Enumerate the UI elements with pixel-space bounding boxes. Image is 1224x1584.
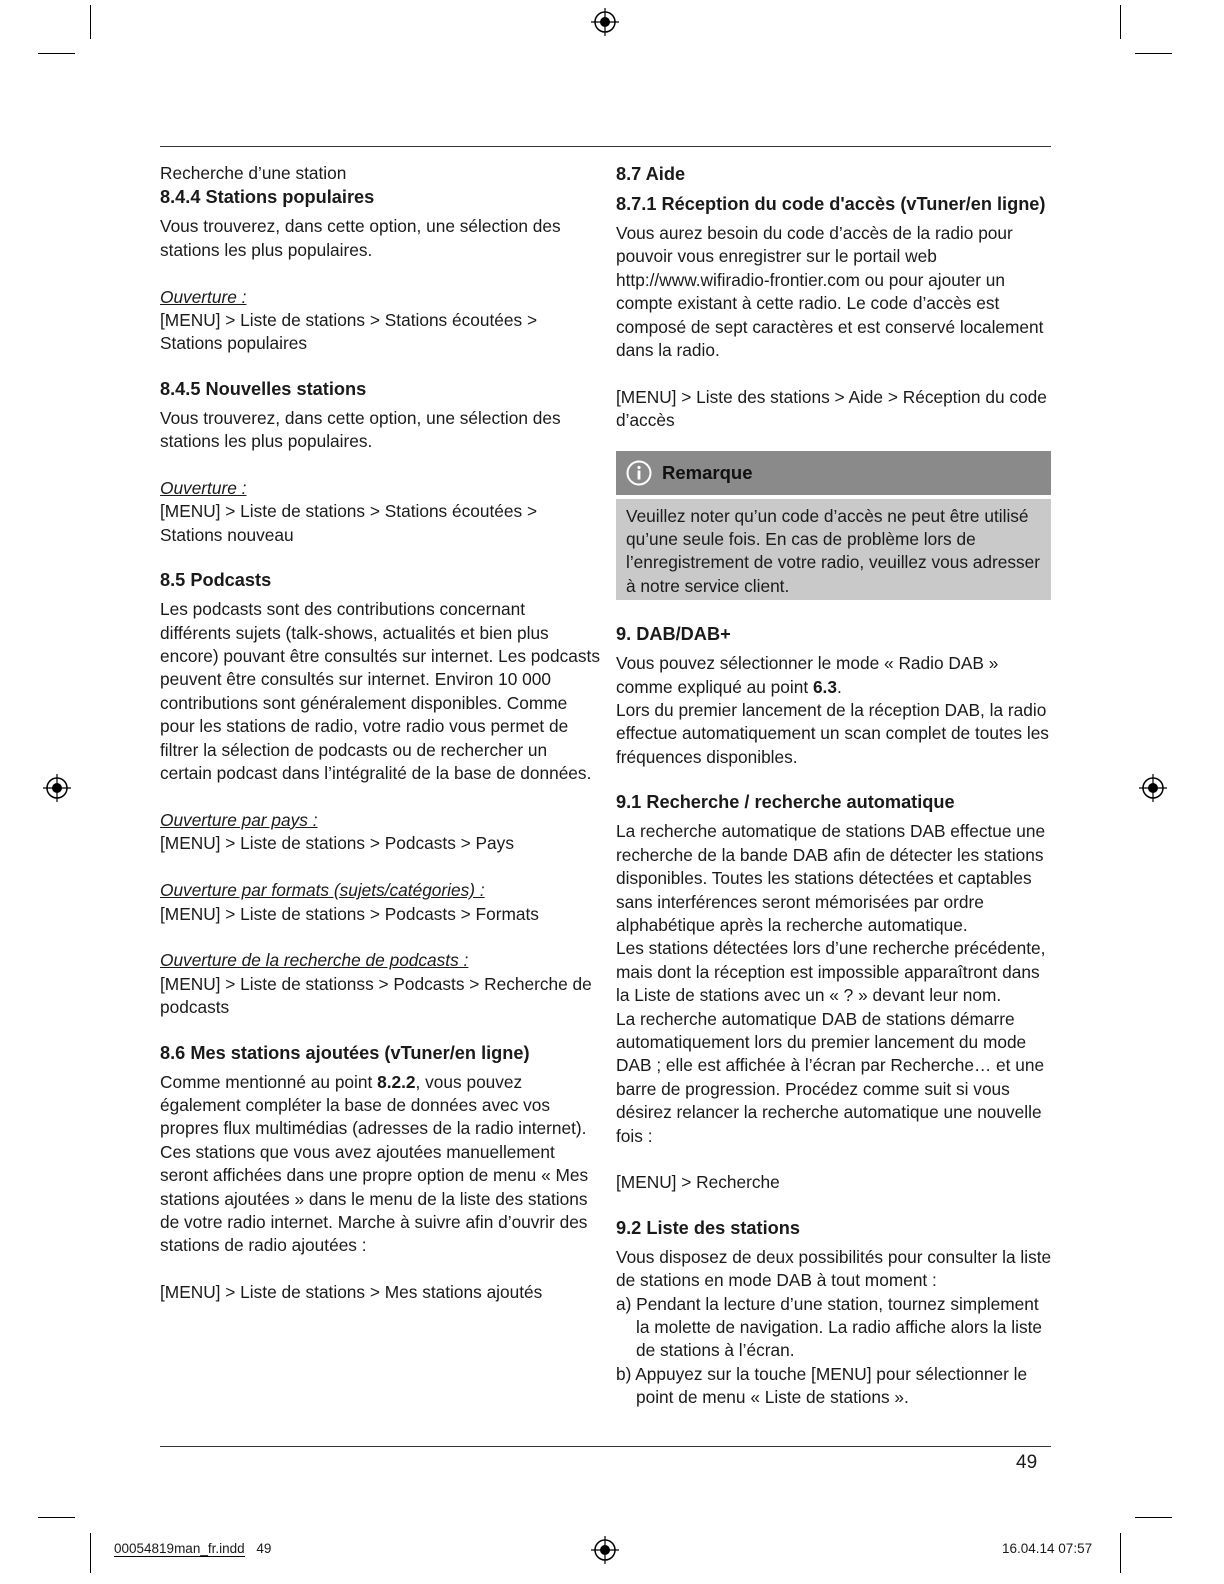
registration-mark-icon — [591, 8, 619, 36]
section-heading-8-4-5: 8.4.5 Nouvelles stations — [160, 378, 367, 399]
list-item: a) Pendant la lecture d’une station, tournez simplement la molette de navigation. La radio affiche alors la liste de stations à l’écran. — [616, 1293, 1043, 1361]
body-text: Vous trouverez, dans cette option, une sélection des stations les plus populaires. — [160, 407, 561, 452]
footer-rule — [160, 1446, 1051, 1447]
registration-mark-icon — [591, 1536, 619, 1564]
body-text: Vous pouvez sélectionner le mode « Radio DAB » comme expliqué au point 6.3. — [616, 653, 999, 697]
ouverture-label: Ouverture : — [160, 478, 247, 499]
crop-mark — [1120, 1533, 1121, 1573]
options-list — [616, 1293, 1056, 1410]
section-heading-8-6: 8.6 Mes stations ajoutées (vTuner/en ligne) — [160, 1042, 530, 1063]
ouverture-par-pays-label: Ouverture par pays : — [160, 809, 318, 830]
note-box — [616, 451, 1051, 601]
body-text: Vous trouverez, dans cette option, une sélection des stations les plus populaires. — [160, 216, 561, 260]
menu-path: [MENU] > Liste de stations > Stations écoutées > Stations nouveau — [160, 501, 538, 545]
section-heading-9-2: 9.2 Liste des stations — [616, 1217, 800, 1238]
page-number: 49 — [1016, 1452, 1038, 1473]
body-text: La recherche automatique DAB de stations démarre automatiquement lors du premier lancement du mode DAB ; elle est affichée à l’écran par Recherche… et une barre de progression. Procédez comme suit si vous désirez relancer la recherche automatique une nouvelle fois : — [616, 1008, 1045, 1146]
slug-file-name: 00054819man_fr.indd — [114, 1541, 245, 1556]
slug-date-time: 16.04.14 07:57 — [1002, 1541, 1093, 1556]
registration-mark-icon — [43, 774, 71, 802]
slug-file-info — [114, 1541, 271, 1556]
body-text: Vous aurez besoin du code d’accès de la radio pour pouvoir vous enregistrer sur le portail web http://www.wifiradio-frontier.com ou pour ajouter un compte existant à cette radio. Le code d’accès est composé de sept caractères et est conservé localement dans la radio. — [616, 223, 1044, 361]
crop-mark — [38, 53, 75, 54]
right-column — [616, 162, 1056, 1410]
ouverture-label: Ouverture : — [160, 286, 247, 307]
menu-path: [MENU] > Liste de stations > Mes stations ajoutés — [160, 1282, 543, 1303]
registration-mark-icon — [1139, 774, 1167, 802]
section-heading-8-7: 8.7 Aide — [616, 164, 686, 184]
info-icon — [626, 460, 652, 486]
list-item: b) Appuyez sur la touche [MENU] pour sélectionner le point de menu « Liste de stations ». — [616, 1363, 1028, 1408]
note-text: Veuillez noter qu’un code d’accès ne peut être utilisé qu’une seule fois. En cas de problème lors de l’enregistrement de votre radio, veuillez vous adresser à notre service client. — [626, 505, 1040, 596]
cross-reference: 6.3 — [812, 676, 837, 697]
running-head: Recherche d’une station — [160, 163, 347, 183]
crop-mark — [1135, 53, 1172, 54]
header-rule — [160, 146, 1051, 147]
section-heading-9: 9. DAB/DAB+ — [616, 624, 731, 645]
menu-path: [MENU] > Liste de stationss > Podcasts > Recherche de podcasts — [160, 973, 592, 1018]
body-text: Vous disposez de deux possibilités pour consulter la liste de stations en mode DAB à tout moment : — [616, 1246, 1052, 1291]
crop-mark — [90, 5, 91, 39]
body-text: Lors du premier lancement de la réception DAB, la radio effectue automatiquement un scan complet de toutes les fréquences disponibles. — [616, 700, 1049, 767]
crop-mark — [1120, 5, 1121, 39]
body-text: La recherche automatique de stations DAB effectue une recherche de la bande DAB afin de détecter les stations disponibles. Toutes les stations détectées et captables sans interférences seront mémorisées par ordre alphabétique après la recherche automatique. — [616, 821, 1046, 935]
crop-mark — [90, 1533, 91, 1573]
ouverture-recherche-label: Ouverture de la recherche de podcasts : — [160, 950, 469, 971]
menu-path: [MENU] > Liste de stations > Podcasts > Pays — [160, 833, 514, 854]
slug-file-page: 49 — [256, 1541, 272, 1556]
body-text: Comme mentionné au point 8.2.2, vous pouvez également compléter la base de données avec vos propres flux multimédias (adresses de la radio internet). Ces stations que vous avez ajoutées manuellement seront affichées dans une propre option de menu « Mes stations ajoutées » dans le menu de la liste des stations de votre radio internet. Marche à suivre afin d’ouvrir des stations de radio ajoutées : — [160, 1071, 589, 1256]
body-text: Les stations détectées lors d’une recherche précédente, mais dont la réception est impossible apparaîtront dans la Liste de stations avec un « ? » devant leur nom. — [616, 938, 1046, 1006]
note-header — [616, 451, 1051, 495]
note-body — [616, 499, 1051, 601]
cross-reference: 8.2.2 — [377, 1071, 416, 1092]
crop-mark — [38, 1517, 75, 1518]
left-column — [160, 162, 600, 1305]
body-text: Les podcasts sont des contributions concernant différents sujets (talk-shows, actualités et bien plus encore) pouvant être consultés sur internet. Les podcasts peuvent être consultés sur internet. Environ 10 000 contributions sont généralement disponibles. Comme pour les stations de radio, votre radio vous permet de filtrer la sélection de podcasts ou de rechercher un certain podcast dans l’intégralité de la base de données. — [160, 599, 600, 784]
menu-path: [MENU] > Liste des stations > Aide > Réception du code d’accès — [616, 386, 1047, 431]
section-heading-9-1: 9.1 Recherche / recherche automatique — [616, 792, 955, 813]
section-heading-8-4-4: 8.4.4 Stations populaires — [160, 187, 375, 208]
section-heading-8-7-1: 8.7.1 Réception du code d'accès (vTuner/en ligne) — [616, 194, 1046, 214]
section-heading-8-5: 8.5 Podcasts — [160, 570, 272, 591]
menu-path: [MENU] > Recherche — [616, 1172, 780, 1193]
note-title: Remarque — [662, 461, 753, 483]
crop-mark — [1135, 1517, 1172, 1518]
menu-path: [MENU] > Liste de stations > Stations écoutées > Stations populaires — [160, 310, 538, 354]
ouverture-par-formats-label: Ouverture par formats (sujets/catégories) : — [160, 880, 485, 901]
menu-path: [MENU] > Liste de stations > Podcasts > Formats — [160, 903, 539, 924]
